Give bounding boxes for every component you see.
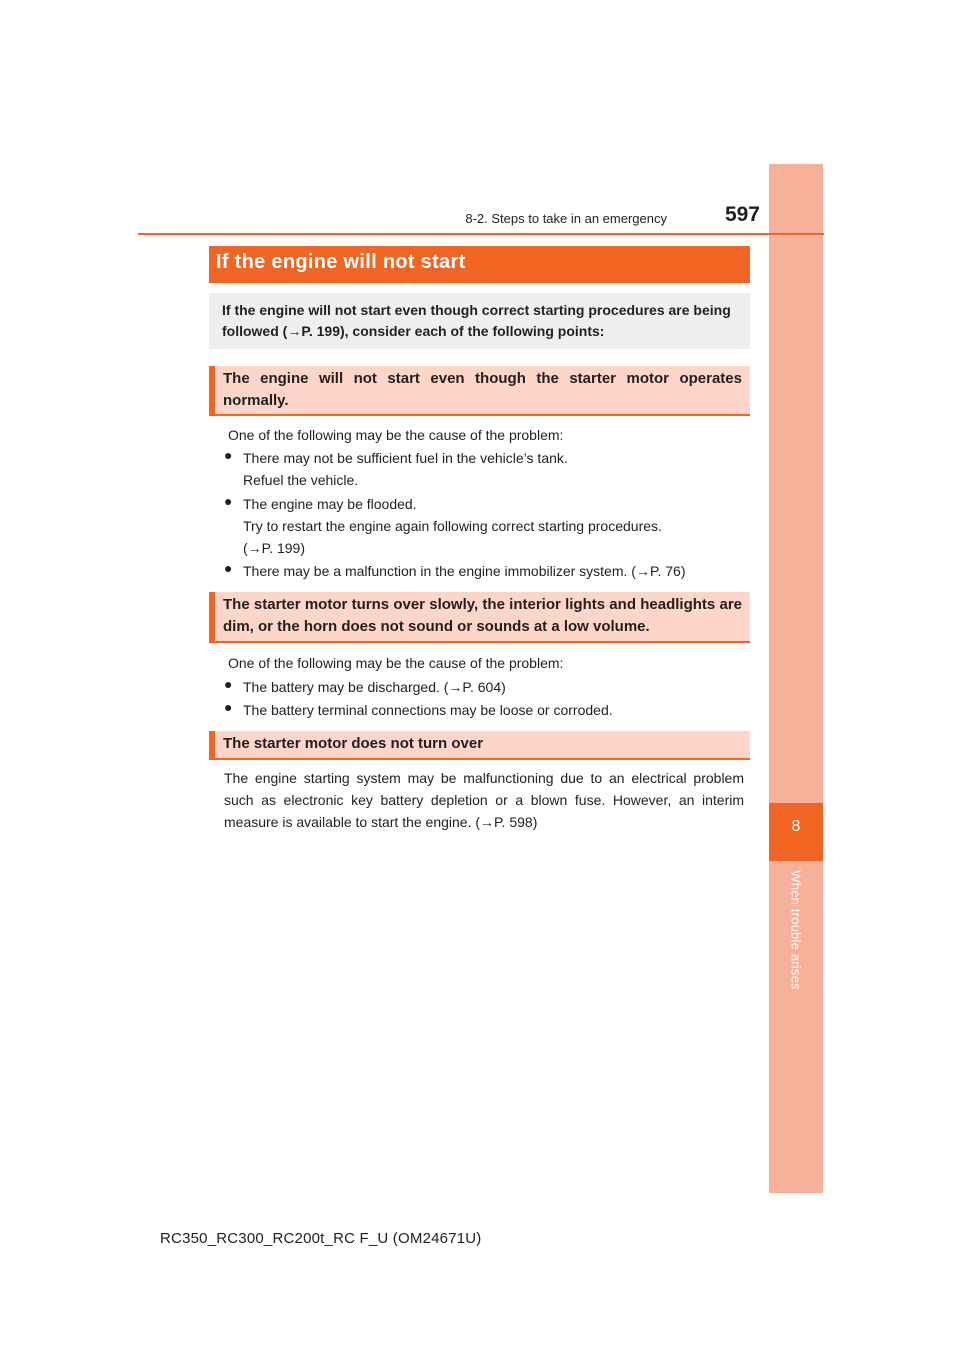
- section-heading-2: [209, 592, 750, 643]
- bullet-item-detail: Try to restart the engine again following correct starting procedures.: [243, 518, 662, 534]
- bullet-item-detail: Refuel the vehicle.: [243, 472, 359, 488]
- bullet-item: The engine may be flooded.: [243, 496, 417, 512]
- page-reference: (→P. 199): [243, 540, 305, 556]
- bullet-item: The battery terminal connections may be loose or corroded.: [243, 702, 613, 718]
- page-title: If the engine will not start: [216, 251, 466, 273]
- chapter-side-strip: [769, 164, 823, 1193]
- bullet-icon: ●: [224, 676, 233, 692]
- chapter-number: 8: [791, 818, 801, 835]
- section-heading-3: [209, 731, 750, 760]
- bullet-item: There may not be sufficient fuel in the vehicle’s tank.: [243, 450, 568, 466]
- running-header-section: 8-2. Steps to take in an emergency: [465, 211, 667, 226]
- intro-text: If the engine will not start even though correct starting procedures are being followed (→P. 199), consider each of the following points:: [222, 302, 731, 339]
- bullet-item: The battery may be discharged. (→P. 604): [243, 679, 506, 695]
- section-heading-1: [209, 366, 750, 416]
- bullet-icon: ●: [224, 493, 233, 509]
- header-rule: [138, 233, 824, 235]
- bullet-icon: ●: [224, 447, 233, 463]
- page-number: 597: [724, 203, 760, 226]
- bullet-icon: ●: [224, 699, 233, 715]
- section-heading-text: The starter motor turns over slowly, the interior lights and headlights are dim, or the horn does not sound or sounds at a low volume.: [223, 596, 742, 635]
- bullet-item: There may be a malfunction in the engine immobilizer system. (→P. 76): [243, 563, 686, 579]
- bullet-icon: ●: [224, 560, 233, 576]
- document-footer: RC350_RC300_RC200t_RC F_U (OM24671U): [160, 1230, 482, 1247]
- section-heading-text: The engine will not start even though the starter motor operates normally.: [223, 370, 742, 409]
- section-lead: One of the following may be the cause of the problem:: [228, 655, 564, 671]
- section-heading-text: The starter motor does not turn over: [223, 735, 484, 752]
- section-lead: One of the following may be the cause of the problem:: [228, 427, 564, 443]
- section-body: The engine starting system may be malfunctioning due to an electrical problem such as electronic key battery depletion or a blown fuse. However, an interim measure is available to start the engine. (→P. 598): [224, 770, 744, 830]
